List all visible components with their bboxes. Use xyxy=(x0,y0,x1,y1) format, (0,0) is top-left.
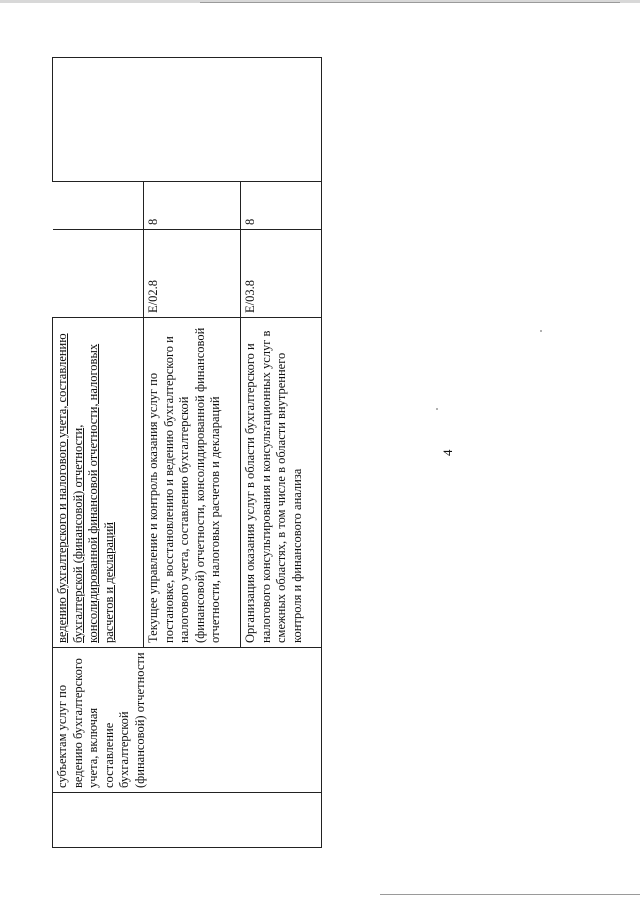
table-cell-function xyxy=(53,318,144,648)
rotated-page-content xyxy=(52,58,472,848)
table-cell-empty xyxy=(53,58,322,182)
table-cell-empty xyxy=(53,793,322,848)
qualification-table xyxy=(52,57,322,848)
table-cell-code: E/03.8 xyxy=(241,230,322,318)
scan-edge-bottom xyxy=(380,894,640,895)
table-cell-code xyxy=(53,230,144,318)
table-cell-level: 8 xyxy=(144,182,241,230)
table-cell-generalized-function: субъектам услуг по ведению бухгалтерского учета, включая составление бухгалтерской (финансовой) отчетности xyxy=(53,648,322,793)
page-number: 4 xyxy=(440,449,455,456)
scan-speck xyxy=(540,330,542,332)
table-cell-function: Текущее управление и контроль оказания услуг по постановке, восстановлению и ведению бухгалтерского и налогового учета, составлению бухгалтерской (финансовой) отчетности, консолидированной финансовой отчетности, налоговых расчетов и деклараций xyxy=(144,318,241,648)
table-cell-level: 8 xyxy=(241,182,322,230)
scan-edge-line xyxy=(200,2,620,3)
table-cell-level xyxy=(53,182,144,230)
table-row xyxy=(53,58,144,848)
function-text: ведению бухгалтерского и налогового учета, составлению бухгалтерской (финансовой) отчетности, консолидированной финансовой отчетности, налоговых расчетов и деклараций xyxy=(55,333,116,643)
table-cell-code: E/02.8 xyxy=(144,230,241,318)
table-cell-function: Организация оказания услуг в области бухгалтерского и налогового консультирования и консультационных услуг в смежных областях, в том числе в области внутреннего контроля и финансового анализа xyxy=(241,318,322,648)
